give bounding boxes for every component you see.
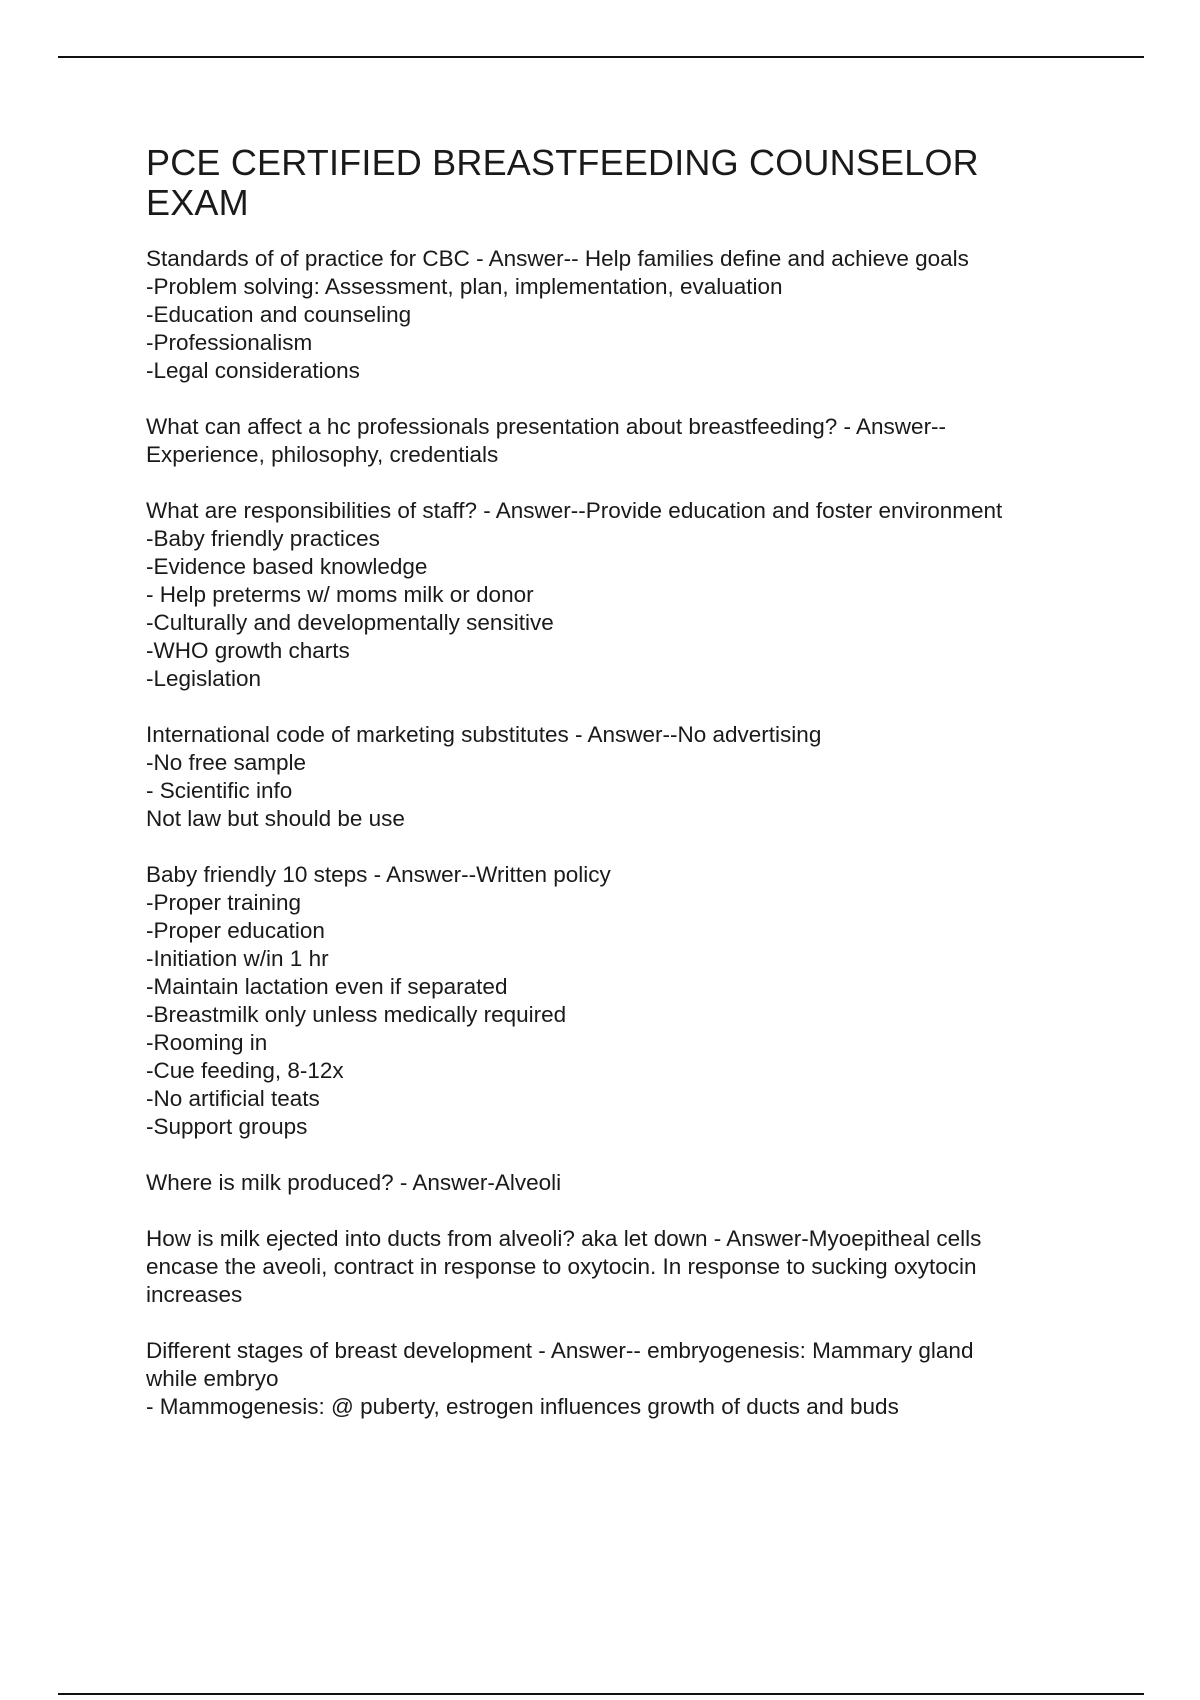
qa-line: -Rooming in	[146, 1030, 268, 1055]
qa-entry-breast-development	[146, 1337, 1086, 1421]
qa-line: -Breastmilk only unless medically required	[146, 1002, 567, 1027]
qa-entry-baby-friendly-steps	[146, 861, 1086, 1141]
qa-line: -Initiation w/in 1 hr	[146, 946, 329, 971]
qa-line: -Evidence based knowledge	[146, 554, 428, 579]
qa-line: -Professionalism	[146, 330, 313, 355]
qa-line: Different stages of breast development - Answer-- embryogenesis: Mammary gland	[146, 1338, 974, 1363]
qa-entry-standards	[146, 245, 1086, 385]
qa-line: -Proper training	[146, 890, 302, 915]
qa-line: What can affect a hc professionals presentation about breastfeeding? - Answer--	[146, 414, 947, 439]
qa-line: -Education and counseling	[146, 302, 412, 327]
qa-line: -No free sample	[146, 750, 307, 775]
title-line: PCE CERTIFIED BREASTFEEDING COUNSELOR	[146, 142, 979, 183]
qa-line: -Maintain lactation even if separated	[146, 974, 508, 999]
qa-line: -Problem solving: Assessment, plan, implementation, evaluation	[146, 274, 783, 299]
qa-line: - Mammogenesis: @ puberty, estrogen influences growth of ducts and buds	[146, 1394, 899, 1419]
qa-line: -Legal considerations	[146, 358, 360, 383]
qa-line: - Help preterms w/ moms milk or donor	[146, 582, 534, 607]
qa-line: Experience, philosophy, credentials	[146, 442, 499, 467]
qa-entry-international-code	[146, 721, 1086, 833]
qa-line: Where is milk produced? - Answer-Alveoli	[146, 1170, 562, 1195]
qa-line: -WHO growth charts	[146, 638, 350, 663]
qa-line: International code of marketing substitutes - Answer--No advertising	[146, 722, 822, 747]
title-line: EXAM	[146, 182, 249, 223]
qa-line: Standards of of practice for CBC - Answer-- Help families define and achieve goals	[146, 246, 969, 271]
qa-line: -Legislation	[146, 666, 262, 691]
qa-line: Not law but should be use	[146, 806, 405, 831]
qa-line: -Culturally and developmentally sensitive	[146, 610, 554, 635]
qa-entry-let-down	[146, 1225, 1086, 1309]
qa-line: -Baby friendly practices	[146, 526, 380, 551]
qa-line: -Cue feeding, 8-12x	[146, 1058, 344, 1083]
qa-entry-milk-production	[146, 1169, 1086, 1197]
qa-line: How is milk ejected into ducts from alveoli? aka let down - Answer-Myoepitheal cells	[146, 1226, 982, 1251]
qa-line: while embryo	[146, 1366, 279, 1391]
page-title	[146, 143, 1086, 223]
qa-line: -Support groups	[146, 1114, 308, 1139]
qa-line: What are responsibilities of staff? - Answer--Provide education and foster environment	[146, 498, 1003, 523]
qa-line: -No artificial teats	[146, 1086, 320, 1111]
qa-line: encase the aveoli, contract in response to oxytocin. In response to sucking oxytocin	[146, 1254, 977, 1279]
qa-line: increases	[146, 1282, 243, 1307]
top-divider	[58, 56, 1144, 58]
qa-entry-staff-responsibilities	[146, 497, 1086, 693]
bottom-divider	[58, 1693, 1144, 1695]
document-body	[146, 143, 1086, 1449]
qa-line: - Scientific info	[146, 778, 293, 803]
qa-line: Baby friendly 10 steps - Answer--Written policy	[146, 862, 611, 887]
qa-entry-presentation	[146, 413, 1086, 469]
qa-line: -Proper education	[146, 918, 325, 943]
